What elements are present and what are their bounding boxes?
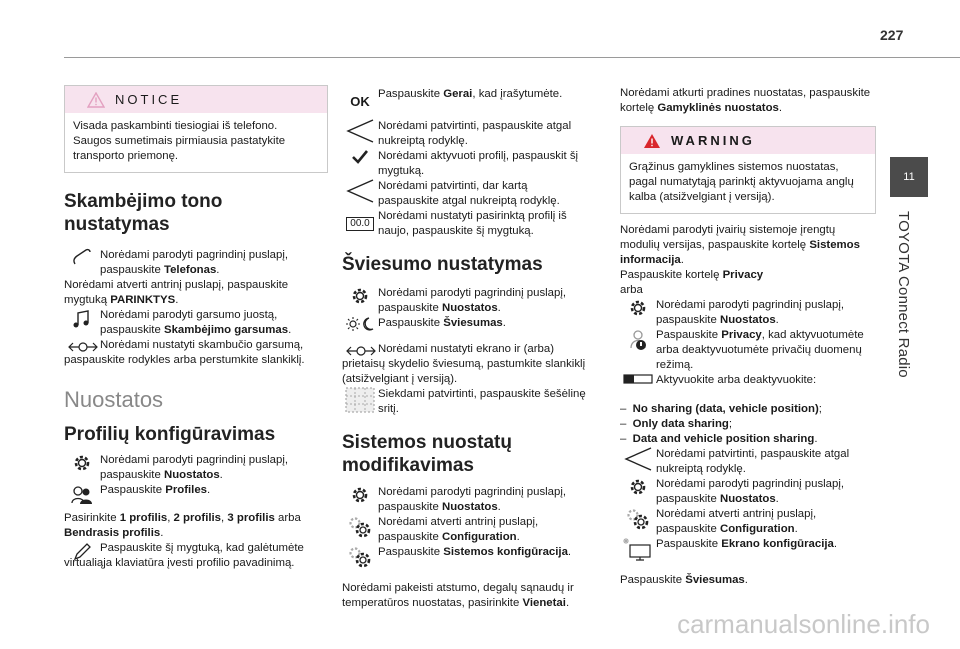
text-bold: Nuostatos <box>441 501 498 513</box>
text-bold: Configuration <box>441 531 517 543</box>
step-text <box>378 485 590 515</box>
text: . <box>744 574 748 586</box>
step-text <box>378 316 590 332</box>
paragraph <box>620 223 876 268</box>
text-bold: Sistemos informacija <box>620 239 860 266</box>
step-text <box>100 453 326 483</box>
step-text: Norėdami aktyvuoti profilį, paspauskit šį mygtuką. <box>378 150 579 177</box>
text: . <box>160 527 164 539</box>
step-settings <box>342 485 590 515</box>
step-text <box>100 483 326 505</box>
text-bold: Nuostatos <box>163 469 220 481</box>
step-back-again <box>342 179 590 209</box>
text-bold: Privacy <box>721 329 762 341</box>
notice-box <box>64 85 328 173</box>
column-1 <box>64 190 326 571</box>
text-bold: 3 profilis <box>227 512 275 524</box>
text-bold: Sistemos konfigūracija <box>443 546 568 558</box>
settings-section-title: Nuostatos <box>64 387 164 412</box>
step-back <box>342 119 590 149</box>
text: Paspauskite <box>656 538 722 550</box>
back-arrow-icon <box>345 119 375 149</box>
text: Norėdami parodyti įvairių sistemoje įrengtų modulių versijas, paspauskite kortelę <box>620 224 836 251</box>
reset-value-icon: 00.0 <box>346 217 373 231</box>
step-text: Norėdami nustatyti ekrano ir (arba) prietaisų skydelio šviesumą, pastumkite slankiklį (atsižvelgiant į versiją). <box>342 343 586 385</box>
text: ; <box>818 403 822 415</box>
privacy-icon <box>627 328 649 373</box>
step-ring-volume <box>64 308 326 338</box>
warning-box <box>620 126 876 214</box>
ringtone-heading: Skambėjimo tono nustatymas <box>64 191 223 235</box>
chapter-title-text: TOYOTA Connect Radio <box>895 211 912 378</box>
text: . <box>216 264 220 276</box>
text: . <box>814 433 818 445</box>
step-text <box>656 477 876 507</box>
step-text <box>656 507 876 537</box>
pencil-icon <box>72 542 92 562</box>
paragraph <box>620 268 876 283</box>
text-bold: No sharing (data, vehicle position) <box>632 403 819 415</box>
text: Paspauskite <box>378 546 444 558</box>
gear-icon <box>628 477 648 507</box>
step-ok <box>342 86 590 116</box>
back-arrow-icon <box>345 179 375 209</box>
step-settings <box>620 298 876 328</box>
text: , <box>167 512 174 524</box>
list-item: – Only data sharing; <box>620 418 733 430</box>
text-bold: Gamyklinės nuostatos <box>657 102 779 114</box>
text: . <box>288 324 292 336</box>
text-bold: Bendrasis profilis <box>64 527 161 539</box>
text-bold: Telefonas <box>163 264 217 276</box>
text-bold: Privacy <box>722 269 764 281</box>
back-arrow-icon <box>623 447 653 477</box>
step-settings <box>342 286 590 316</box>
text: Norėdami atverti antrinį puslapį, paspauskite <box>656 508 817 535</box>
double-gear-icon <box>625 507 651 537</box>
step-text: Norėdami patvirtinti, paspauskite atgal nukreiptą rodyklę. <box>656 448 850 475</box>
double-gear-icon <box>347 545 373 569</box>
step-text: Aktyvuokite arba deaktyvuokite: <box>656 374 817 386</box>
text: ; <box>728 418 733 430</box>
text: Norėdami atverti antrinį puslapį, paspauskite <box>378 516 539 543</box>
text: . <box>219 469 223 481</box>
step-text: Norėdami nustatyti skambučio garsumą, paspauskite rodykles arba perstumkite slankiklį. <box>64 339 305 366</box>
step-phone <box>64 248 326 278</box>
text: Norėdami parodyti garsumo juostą, paspauskite <box>100 309 278 336</box>
phone-icon <box>71 248 93 278</box>
step-brightness <box>342 316 590 332</box>
text: Paspauskite <box>378 317 444 329</box>
step-system-config <box>342 545 590 569</box>
step-text: Siekdami patvirtinti, paspauskite šešėlinę sritį. <box>378 388 586 415</box>
step-configuration <box>620 507 876 537</box>
text: Norėdami parodyti pagrindinį puslapį, paspauskite <box>100 249 289 276</box>
step-text: Norėdami patvirtinti, paspauskite atgal nukreiptą rodyklę. <box>378 120 572 147</box>
step-slider <box>64 338 326 368</box>
step-shaded-area <box>342 387 590 417</box>
text: arba <box>274 512 301 524</box>
text: Norėdami atverti antrinį puslapį, paspauskite mygtuką <box>64 279 289 306</box>
step-text <box>100 308 326 338</box>
text: . <box>175 294 179 306</box>
text-bold: Nuostatos <box>441 302 498 314</box>
notice-header <box>65 86 327 113</box>
step-text <box>378 515 590 545</box>
paragraph: arba <box>620 284 643 296</box>
chapter-number-tab: 11 <box>890 157 928 197</box>
step-configuration <box>342 515 590 545</box>
screen-brightness-icon <box>623 537 653 561</box>
step-text: Paspauskite šį mygtuką, kad galėtumėte virtualiąja klaviatūra įvesti profilio pavadinimą. <box>64 542 304 569</box>
profiles-icon <box>70 483 94 505</box>
gear-icon <box>350 485 370 515</box>
text-bold: Šviesumas <box>443 317 503 329</box>
sharing-options-list <box>620 402 876 447</box>
text-bold: Gerai <box>443 88 473 100</box>
toggle-bar-icon <box>623 373 653 388</box>
text-bold: Skambėjimo garsumas <box>163 324 289 336</box>
warning-title: WARNING <box>671 133 755 148</box>
text: . <box>565 597 570 609</box>
text-bold: Ekrano konfigūracija <box>721 538 834 550</box>
text: . <box>497 302 501 314</box>
text: Norėdami parodyti pagrindinį puslapį, paspauskite <box>656 299 845 326</box>
text: . <box>778 102 783 114</box>
step-screen-config <box>620 537 876 561</box>
step-text <box>100 248 326 278</box>
shaded-area-icon <box>345 387 375 417</box>
step-text <box>656 298 876 328</box>
ok-icon: OK <box>350 93 370 109</box>
step-text: Norėdami nustatyti pasirinktą profilį iš naujo, paspauskite šį mygtuką. <box>378 210 567 237</box>
sun-moon-icon <box>345 316 375 332</box>
text: . <box>794 523 798 535</box>
text: . <box>502 317 506 329</box>
brightness-heading: Šviesumo nustatymas <box>342 254 543 275</box>
paragraph <box>64 511 326 541</box>
text-bold: Configuration <box>719 523 795 535</box>
step-settings <box>64 453 326 483</box>
text: Norėdami pakeisti atstumo, degalų sąnaudų ir temperatūros nuostatas, pasirinkite <box>342 582 574 609</box>
step-text <box>656 537 876 561</box>
text-bold: Profiles <box>165 484 207 496</box>
header-divider <box>64 57 960 58</box>
gear-icon <box>350 286 370 316</box>
step-toggle <box>620 373 876 388</box>
paragraph <box>620 86 876 116</box>
text: Norėdami parodyti pagrindinį puslapį, paspauskite <box>100 454 289 481</box>
warning-text: Grąžinus gamyklines sistemos nuostatas, pagal numatytąją parinktį aktyvuojama anglų kalba (atsižvelgiant į versiją). <box>629 161 854 203</box>
paragraph <box>342 581 590 611</box>
gear-icon <box>628 298 648 328</box>
text-bold: Vienetai <box>522 597 566 609</box>
text: Paspauskite <box>620 574 686 586</box>
text: Norėdami parodyti pagrindinį puslapį, paspauskite <box>378 287 567 314</box>
text: , kad įrašytumėte. <box>472 88 563 100</box>
text-bold: Nuostatos <box>719 493 776 505</box>
text: , <box>221 512 228 524</box>
text-bold: PARINKTYS <box>110 294 176 306</box>
step-slider <box>342 342 590 387</box>
text: Paspauskite <box>656 329 722 341</box>
step-rename <box>64 541 326 571</box>
text: . <box>775 314 779 326</box>
text: Norėdami parodyti pagrindinį puslapį, paspauskite <box>656 478 845 505</box>
text: . <box>516 531 520 543</box>
checkmark-icon <box>351 149 369 179</box>
step-text <box>656 328 876 373</box>
chapter-title <box>886 205 932 405</box>
step-settings <box>620 477 876 507</box>
step-profiles <box>64 483 326 505</box>
column-3 <box>620 86 876 588</box>
step-reset <box>342 209 590 239</box>
text: . <box>775 493 779 505</box>
text: . <box>680 254 684 266</box>
text: Pasirinkite <box>64 512 120 524</box>
double-gear-icon <box>347 515 373 545</box>
system-settings-heading: Sistemos nuostatų modifikavimas <box>342 432 512 476</box>
page-number: 227 <box>880 27 904 43</box>
step-back <box>620 447 876 477</box>
text: . <box>567 546 572 558</box>
gear-icon <box>72 453 92 483</box>
step-text <box>378 286 590 316</box>
slider-arrows-icon <box>68 340 98 354</box>
text-bold: 2 profilis <box>173 512 222 524</box>
paragraph <box>64 278 326 308</box>
text: , kad aktyvuotumėte arba deaktyvuotumėte privačių duomenų režimą. <box>656 329 864 371</box>
warning-triangle-icon <box>87 92 105 108</box>
notice-title: NOTICE <box>115 92 183 107</box>
text: Paspauskite <box>378 88 444 100</box>
step-check <box>342 149 590 179</box>
paragraph <box>620 573 876 588</box>
text-bold: Only data sharing <box>632 418 729 430</box>
text: . <box>207 484 211 496</box>
slider-arrows-icon <box>346 344 376 358</box>
warning-triangle-icon <box>643 133 661 149</box>
step-text <box>378 545 590 569</box>
text-bold: Nuostatos <box>719 314 776 326</box>
column-2 <box>342 86 590 611</box>
text: Paspauskite kortelę <box>620 269 723 281</box>
text: Paspauskite <box>100 484 166 496</box>
text: Norėdami atkurti pradines nuostatas, paspauskite kortelę <box>620 87 871 114</box>
text: . <box>497 501 501 513</box>
profiles-heading: Profilių konfigūravimas <box>64 424 276 445</box>
step-text: Norėdami patvirtinti, dar kartą paspauskite atgal nukreiptą rodyklę. <box>378 180 560 207</box>
watermark: carmanualsonline.info <box>677 609 930 639</box>
music-note-icon <box>71 308 93 338</box>
text-bold: Šviesumas <box>685 574 745 586</box>
text-bold: 1 profilis <box>119 512 168 524</box>
notice-text: Visada paskambinti tiesiogiai iš telefono. Saugos sumetimais pirmiausia pastatykite transporto priemonę. <box>73 120 286 162</box>
text-bold: Data and vehicle position sharing <box>632 433 815 445</box>
list-item: – Data and vehicle position sharing. <box>620 433 818 445</box>
text: . <box>833 538 838 550</box>
step-text <box>378 86 590 116</box>
warning-header <box>621 127 875 154</box>
step-privacy <box>620 328 876 373</box>
text: Norėdami parodyti pagrindinį puslapį, paspauskite <box>378 486 567 513</box>
list-item: – No sharing (data, vehicle position); <box>620 403 822 415</box>
